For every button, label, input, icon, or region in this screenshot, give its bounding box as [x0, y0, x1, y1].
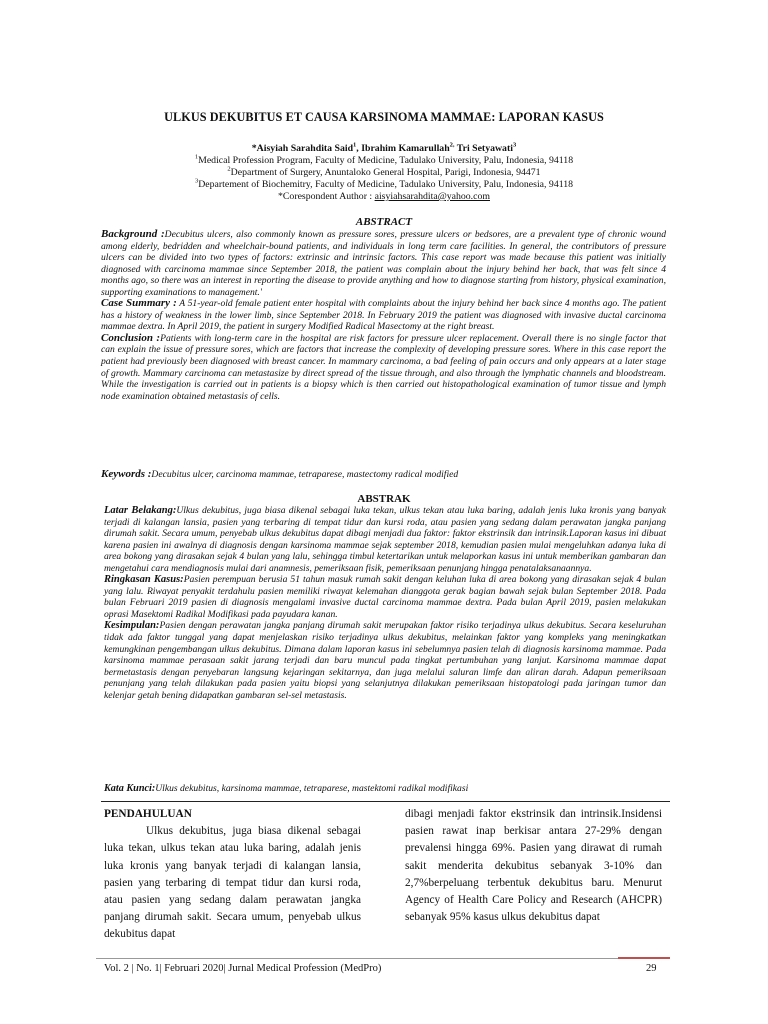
abstrak-body	[104, 505, 666, 701]
author-names	[0, 143, 768, 155]
affiliation-1: $^1$Medical Profession Program, Faculty of Medicine, Tadulako University, Palu, Indonesia, 94118	[194, 153, 574, 166]
latar-label: Latar Belakang:	[104, 505, 177, 516]
affiliation-2: $^2$Department of Surgery, Anuntaloko General Hospital, Parigi, Indonesia, 94471	[227, 165, 541, 178]
keywords-text: Decubitus ulcer, carcinoma mammae, tetraparese, mastectomy radical modified	[151, 469, 459, 480]
footer-rule	[96, 958, 670, 959]
conclusion-label: Conclusion :	[101, 331, 161, 344]
body-column-right	[405, 806, 662, 926]
abstrak-ringkasan	[104, 574, 666, 620]
abstract-body	[101, 229, 666, 402]
abstract-heading: ABSTRACT	[355, 216, 413, 228]
kesimpulan-label: Kesimpulan:	[104, 620, 160, 632]
case-summary-label: Case Summary :	[101, 297, 177, 310]
author-3-sup: 3	[512, 141, 517, 149]
body-paragraph-left: Ulkus dekubitus, juga biasa dikenal sebagai luka tekan, ulkus tekan atau luka baring, adalah jenis luka kronis yang banyak terjadi di kalangan lansia, pasien yang terbaring di tempat tidur dan kursi roda, atau pasien yang sedang dalam perawatan jangka panjang dirumah sakit. Secara umum, penyebab ulkus dekubitus dapat	[104, 825, 361, 941]
abstract-case-summary	[101, 298, 666, 333]
background-label: Background :	[101, 228, 165, 240]
journal-footer: Vol. 2 | No. 1| Februari 2020| Jurnal Medical Profession (MedPro)	[104, 963, 382, 974]
author-1: *Aisyiah Sarahdita Said	[251, 143, 354, 154]
case-summary-text: A 51-year-old female patient enter hospital with complaints about the injury behind her back since 4 months ago. The patient has a history of weakness in the lower limb, since September 2018. In February 2019 the patient was diagnosed with invasive ductal carcinoma mammae dextra. In April 2019, the patient in surgery Modified Radical Masectomy at the right breast.	[101, 298, 666, 333]
author-3: Tri Setyawati	[454, 143, 513, 154]
latar-text: Ulkus dekubitus, juga biasa dikenal sebagai luka tekan, ulkus tekan atau luka baring, adalah jenis luka kronis yang banyak terjadi di kalangan lansia, pasien yang terbaring di tempat tidur dan kursi roda, atau pasien yang sedang dalam perawatan jangka panjang dirumah sakit. Secara umum, penyebab ulkus dekubitus dapat dibagi menjadi dua faktor: faktor ekstrinsik dan intrinsik.Laporan kasus ini dibuat karena pasien ini awalnya di diagnosis dengan karsinoma mammae sejak september 2018, kemudian pasien mulai mengeluhkan adanya luka di area bokong yang dirasakan sejak 4 bulan yang lalu, sehingga timbul ketertarikan untuk melaporkan kasus ini untuk memberikan gambaran dan mengetahui cara mendiagnosis mulai dari anamnesis, pemeriksaan fisik, pemeriksaan penunjang hingga penatalaksanaannya.	[104, 505, 666, 574]
abstrak-latar	[104, 505, 666, 574]
body-column-left	[104, 806, 361, 944]
kata-kunci-label: Kata Kunci:	[104, 783, 156, 794]
kesimpulan-text: Pasien dengan perawatan jangka panjang dirumah sakit merupakan faktor risiko terjadinya ulkus dekubitus. Secara keseluruhan tidak ada faktor tunggal yang dapat menjelaskan risiko terjadinya ulkus dekubitus, melainkan faktor yang kompleks yang meningkatkan kemungkinan pengembangan ulkus dekubitus. Dimana dalam laporan kasus ini sebelumnya pasien telah di diagnosis karsinoma mammae. Pada karsinoma mammae perasaan sakit jarang terjadi dan baru muncul pada tingkat pertumbuhan yang lanjut. Karsinoma mammae dapat bermetastasis dengan penyebaran langsung kejaringan sekitarnya, dan juga melalui saluran limfe dan aliran darah. Adapun pemeriksaan penunjang yang telah dilakukan pada pasien yaitu biopsi yang selanjutnya dilakukan pemeriksaan histopatologi pada jaringan tumor dan kelenjar getah bening didapatkan gambaran sel-sel metastasis.	[104, 620, 666, 701]
section-heading-pendahuluan: PENDAHULUAN	[104, 808, 192, 820]
ringkasan-text: Pasien perempuan berusia 51 tahun masuk rumah sakit dengan keluhan luka di area bokong yang dirasakan sejak 4 bulan yang lalu. Riwayat penyakit terdahulu pasien memiliki riwayat kelemahan dianggota gerak bagian bawah sejak bulan September 2018. Pada bulan Februari 2019 pasien di diagnosis mengalami invasive ductal carcinoma mammae dextra. Pada bulan April 2019, pasien melakukan oprasi Masektomi Radikal Modifikasi pada payudara kanan.	[104, 574, 667, 620]
author-2-sup: 2,	[449, 141, 455, 149]
correspondent-email-link[interactable]: aisyiahsarahdita@yahoo.com	[374, 191, 490, 202]
footer-accent-bar	[618, 957, 670, 959]
abstract-divider	[101, 801, 670, 802]
conclusion-text: Patients with long-term care in the hospital are risk factors for pressure ulcer replacement. Overall there is no single factor that can explain the issue of pressure sores, which are factors that increase the complexity of developing pressure sores. Where in this case report the patient had previously been diagnosed with breast cancer. In mammary carcinoma, a bad feeling of pain occurs and only appears at a later stage of growth. Mammary carcinoma can metastasize by direct spread of the tissue through, and also through the lymphatic channels and bloodstream. While the investigation is carried out in patients is a biopsy which is then carried out histopathological examination of tumor tissue and lymph node examination obtained metastasis of cells.	[101, 332, 666, 402]
affiliation-3: $^3$Departement of Biochemitry, Faculty of Medicine, Tadulako University, Palu, Indonesia, 94118	[194, 177, 574, 190]
kata-kunci-line	[104, 783, 666, 794]
abstrak-kesimpulan	[104, 620, 666, 701]
author-block	[0, 143, 768, 203]
correspondent-line: *Corespondent Author : aisyiahsarahdita@yahoo.com	[277, 191, 490, 202]
author-2: , Ibrahim Kamarullah	[356, 143, 450, 154]
paper-title: ULKUS DEKUBITUS ET CAUSA KARSINOMA MAMMAE: LAPORAN KASUS	[164, 110, 604, 124]
kata-kunci-text: Ulkus dekubitus, karsinoma mammae, tetraparese, mastektomi radikal modifikasi	[155, 783, 469, 794]
background-text: Decubitus ulcers, also commonly known as pressure sores, pressure ulcers or bedsores, are a prevalent type of chronic wound among elderly, bedridden and wheelchair-bound patients, and individuals in long term care facilities. In general, the contributors of pressure ulcers can be divided into two types of factors: extrinsic and intrinsic factors. This case report was made because this patient was initially diagnosed with carcinoma mammae since September 2018, the patient was complain about the injury behind her back, that was felt since 4 months ago, so there was an interest in reporting the disease to provide anything and how to diagnose starting from history, physical examination, supporting examinations to management.'	[101, 229, 666, 298]
abstrak-heading: ABSTRAK	[357, 493, 411, 505]
page-number: 29	[646, 963, 657, 974]
body-paragraph-right: dibagi menjadi faktor ekstrinsik dan intrinsik.Insidensi pasien rawat inap berkisar antara 27-29% dengan prevalensi hingga 69%. Pasien yang dirawat di rumah sakit menderita dekubitus sebanyak 3-10% dan 2,7%berpeluang terbentuk dekubitus baru. Menurut Agency of Health Care Policy and Research (AHCPR) sebanyak 95% kasus ulkus dekubitus dapat	[405, 808, 662, 924]
abstract-conclusion	[101, 333, 666, 402]
ringkasan-label: Ringkasan Kasus:	[104, 574, 184, 586]
abstract-background	[101, 229, 666, 298]
author-1-sup: 1	[353, 141, 357, 149]
keywords-line	[101, 468, 666, 480]
keywords-label: Keywords :	[101, 468, 152, 480]
